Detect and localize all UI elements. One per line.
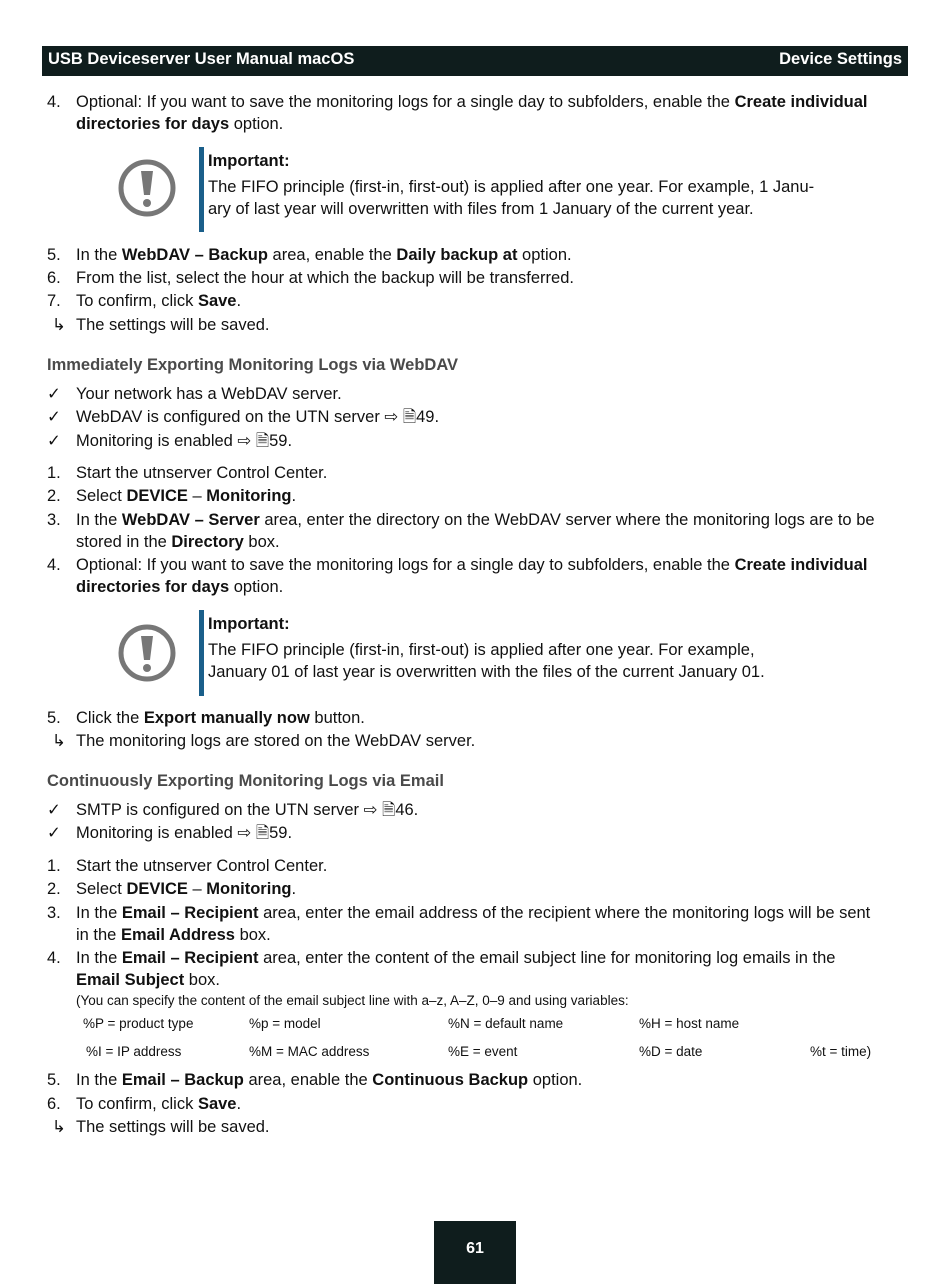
note-bar [199,610,204,696]
step-number: 6. [47,269,61,287]
step-number: 4. [47,949,61,967]
variable-item: %P = product type [83,1016,194,1031]
prerequisite-text: Your network has a WebDAV server. [76,385,342,403]
step-text: Select DEVICE – Monitoring. [76,880,297,898]
variable-item: %H = host name [639,1016,740,1031]
check-icon: ✓ [47,824,61,842]
exclamation-icon [118,159,176,217]
step-text-cont: in the Email Address box. [76,926,271,944]
note-text: January 01 of last year is overwritten with the files of the current January 01. [208,663,765,681]
step-number: 7. [47,292,61,310]
step-text: To confirm, click Save. [76,292,242,310]
step-number: 4. [47,93,61,111]
step-text-cont: stored in the Directory box. [76,533,280,551]
variable-item: %D = date [639,1044,703,1059]
prerequisite-text: Monitoring is enabled ⇨ 🗎59. [76,432,293,450]
variable-item: %M = MAC address [249,1044,370,1059]
variable-item: %N = default name [448,1016,564,1031]
result-arrow-icon: ↳ [52,732,66,750]
result-text: The monitoring logs are stored on the WebDAV server. [76,732,476,750]
note-title: Important: [208,152,290,170]
section-title: Device Settings [779,50,902,68]
step-text-cont: directories for days option. [76,115,284,133]
step-number: 1. [47,464,61,482]
manual-title: USB Deviceserver User Manual macOS [48,50,355,68]
check-icon: ✓ [47,385,61,403]
step-number: 3. [47,904,61,922]
note-bar [199,147,204,232]
step-text: In the Email – Recipient area, enter the content of the email subject line for monitoring log emails in the [76,949,836,967]
step-text: In the WebDAV – Backup area, enable the Daily backup at option. [76,246,572,264]
step-number: 5. [47,246,61,264]
note-title: Important: [208,615,290,633]
step-number: 2. [47,487,61,505]
step-number: 6. [47,1095,61,1113]
step-text: In the Email – Recipient area, enter the email address of the recipient where the monitoring logs will be sent [76,904,871,922]
step-number: 5. [47,1071,61,1089]
check-icon: ✓ [47,408,61,426]
prerequisite-text: SMTP is configured on the UTN server ⇨ 🗎46. [76,801,419,819]
page-number: 61 [434,1221,516,1284]
note-text: The FIFO principle (first-in, first-out) is applied after one year. For example, 1 Janu- [208,178,815,196]
variable-item: %t = time) [810,1044,872,1059]
step-text: Start the utnserver Control Center. [76,857,328,875]
step-text-cont: Email Subject box. [76,971,220,989]
step-number: 3. [47,511,61,529]
note-text: The FIFO principle (first-in, first-out) is applied after one year. For example, [208,641,755,659]
section-heading: Continuously Exporting Monitoring Logs via Email [47,772,444,790]
step-text: Select DEVICE – Monitoring. [76,487,297,505]
result-arrow-icon: ↳ [52,316,66,334]
result-text: The settings will be saved. [76,1118,270,1136]
section-heading: Immediately Exporting Monitoring Logs via WebDAV [47,356,459,374]
variable-item: %E = event [448,1044,518,1059]
result-text: The settings will be saved. [76,316,270,334]
prerequisite-text: WebDAV is configured on the UTN server ⇨ 🗎49. [76,408,440,426]
variable-item: %p = model [249,1016,321,1031]
step-text: Start the utnserver Control Center. [76,464,328,482]
step-text: From the list, select the hour at which the backup will be transferred. [76,269,574,287]
note-text: ary of last year will overwritten with files from 1 January of the current year. [208,200,754,218]
step-number: 1. [47,857,61,875]
prerequisite-text: Monitoring is enabled ⇨ 🗎59. [76,824,293,842]
step-text: In the Email – Backup area, enable the Continuous Backup option. [76,1071,583,1089]
check-icon: ✓ [47,801,61,819]
step-text: Optional: If you want to save the monitoring logs for a single day to subfolders, enable the Create individual [76,93,868,111]
step-text: Click the Export manually now button. [76,709,365,727]
variables-intro: (You can specify the content of the email subject line with a–z, A–Z, 0–9 and using variables: [76,993,629,1008]
page-header [42,46,908,76]
step-text: Optional: If you want to save the monitoring logs for a single day to subfolders, enable the Create individual [76,556,868,574]
step-text: To confirm, click Save. [76,1095,242,1113]
step-text: In the WebDAV – Server area, enter the directory on the WebDAV server where the monitoring logs are to be [76,511,875,529]
step-text-cont: directories for days option. [76,578,284,596]
step-number: 2. [47,880,61,898]
check-icon: ✓ [47,432,61,450]
step-number: 4. [47,556,61,574]
variable-item: %I = IP address [86,1044,182,1059]
result-arrow-icon: ↳ [52,1118,66,1136]
exclamation-icon [118,624,176,682]
step-number: 5. [47,709,61,727]
